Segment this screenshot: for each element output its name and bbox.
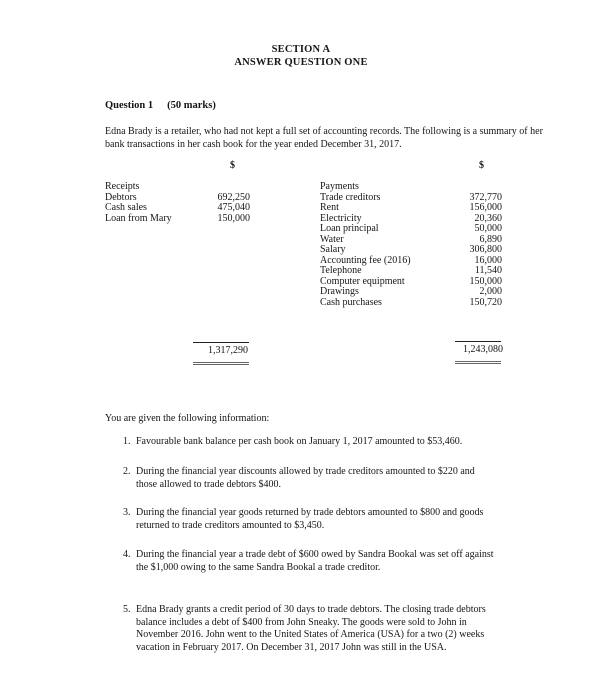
information-item [123, 436, 563, 450]
payment-amount: 11,540 [474, 265, 502, 276]
question-heading [105, 100, 216, 111]
item-text-line: balance includes a debt of $400 from John Sneaky. The goods were sold to John in [136, 616, 467, 628]
receipts-currency-symbol: $ [230, 160, 235, 171]
receipt-label: Loan from Mary [105, 212, 172, 224]
receipts-heading: Receipts [105, 181, 140, 192]
payment-amount: 372,770 [469, 191, 502, 203]
payment-label: Accounting fee (2016) [320, 254, 411, 266]
payment-label: Drawings [320, 286, 359, 297]
section-title: SECTION A [271, 44, 331, 55]
payment-label: Water [320, 233, 344, 245]
receipts-amounts [190, 193, 250, 225]
receipt-amount: 692,250 [217, 191, 250, 203]
receipt-amount: 150,000 [217, 212, 250, 224]
payments-currency-symbol: $ [479, 160, 484, 171]
item-text-line: Edna Brady grants a credit period of 30 days to trade debtors. The closing trade debtors [136, 604, 486, 615]
item-number: 4. [123, 549, 131, 560]
item-number: 1. [123, 436, 131, 447]
payments-labels [320, 182, 411, 308]
payment-label: Telephone [320, 265, 362, 276]
receipt-label: Cash sales [105, 202, 147, 213]
payments-amounts [440, 193, 502, 309]
receipts-total-double-rule [193, 362, 249, 363]
receipt-label: Debtors [105, 191, 137, 203]
payment-label: Computer equipment [320, 275, 405, 287]
item-text-line: those allowed to trade debtors $400. [136, 478, 281, 490]
payments-total-double-rule [455, 363, 501, 364]
receipts-subtotal-rule [193, 342, 249, 343]
payment-label: Trade creditors [320, 191, 381, 203]
payment-label: Loan principal [320, 223, 379, 234]
item-text-line: During the financial year goods returned by trade debtors amounted to $800 and goods [136, 507, 484, 518]
payment-amount: 150,720 [469, 296, 502, 308]
payment-amount: 16,000 [474, 254, 502, 266]
question-title: Question 1 [105, 100, 154, 111]
item-text-line: During the financial year a trade debt of $600 owed by Sandra Bookal was set off against [136, 549, 494, 560]
payment-amount: 20,360 [474, 212, 502, 224]
payment-label: Electricity [320, 212, 362, 224]
information-item [123, 604, 573, 656]
item-text-line: returned to trade creditors amounted to $3,450. [136, 519, 325, 531]
item-text-line: During the financial year discounts allowed by trade creditors amounted to $220 and [136, 466, 475, 477]
payment-amount: 156,000 [469, 202, 502, 213]
question-intro: Edna Brady is a retailer, who had not kept a full set of accounting records. The following is a summary of her bank transactions in her cash book for the year ended December 31, 2017. [105, 126, 543, 150]
information-lead: You are given the following information: [105, 413, 270, 424]
receipts-total-double-rule [193, 364, 249, 365]
item-number: 3. [123, 507, 131, 518]
payment-label: Rent [320, 202, 339, 213]
payments-total-double-rule [455, 361, 501, 362]
item-text-line: vacation in February 2017. On December 31, 2017 John was still in the USA. [136, 641, 447, 653]
item-number: 5. [123, 604, 131, 615]
section-instruction: ANSWER QUESTION ONE [234, 57, 368, 68]
receipts-labels [105, 182, 172, 224]
information-item [123, 549, 573, 577]
question-marks: (50 marks) [167, 100, 216, 111]
payment-amount: 150,000 [469, 275, 502, 287]
payment-amount: 306,800 [469, 244, 502, 255]
payment-label: Cash purchases [320, 296, 382, 308]
payment-amount: 6,890 [479, 233, 502, 245]
information-item [123, 466, 563, 494]
information-item [123, 507, 563, 535]
payment-label: Salary [320, 244, 346, 255]
payments-heading: Payments [320, 181, 359, 192]
receipt-amount: 475,040 [217, 202, 250, 213]
item-text-line: the $1,000 owing to the same Sandra Bookal a trade creditor. [136, 561, 381, 573]
item-text-line: Favourable bank balance per cash book on January 1, 2017 amounted to $53,460. [136, 436, 463, 447]
item-text-line: November 2016. John went to the United States of America (USA) for a two (2) weeks [136, 629, 485, 640]
payments-subtotal-rule [455, 341, 501, 342]
payments-total: 1,243,080 [463, 344, 503, 355]
item-number: 2. [123, 466, 131, 477]
payment-amount: 2,000 [479, 286, 502, 297]
receipts-total: 1,317,290 [208, 345, 248, 356]
payment-amount: 50,000 [474, 223, 502, 234]
